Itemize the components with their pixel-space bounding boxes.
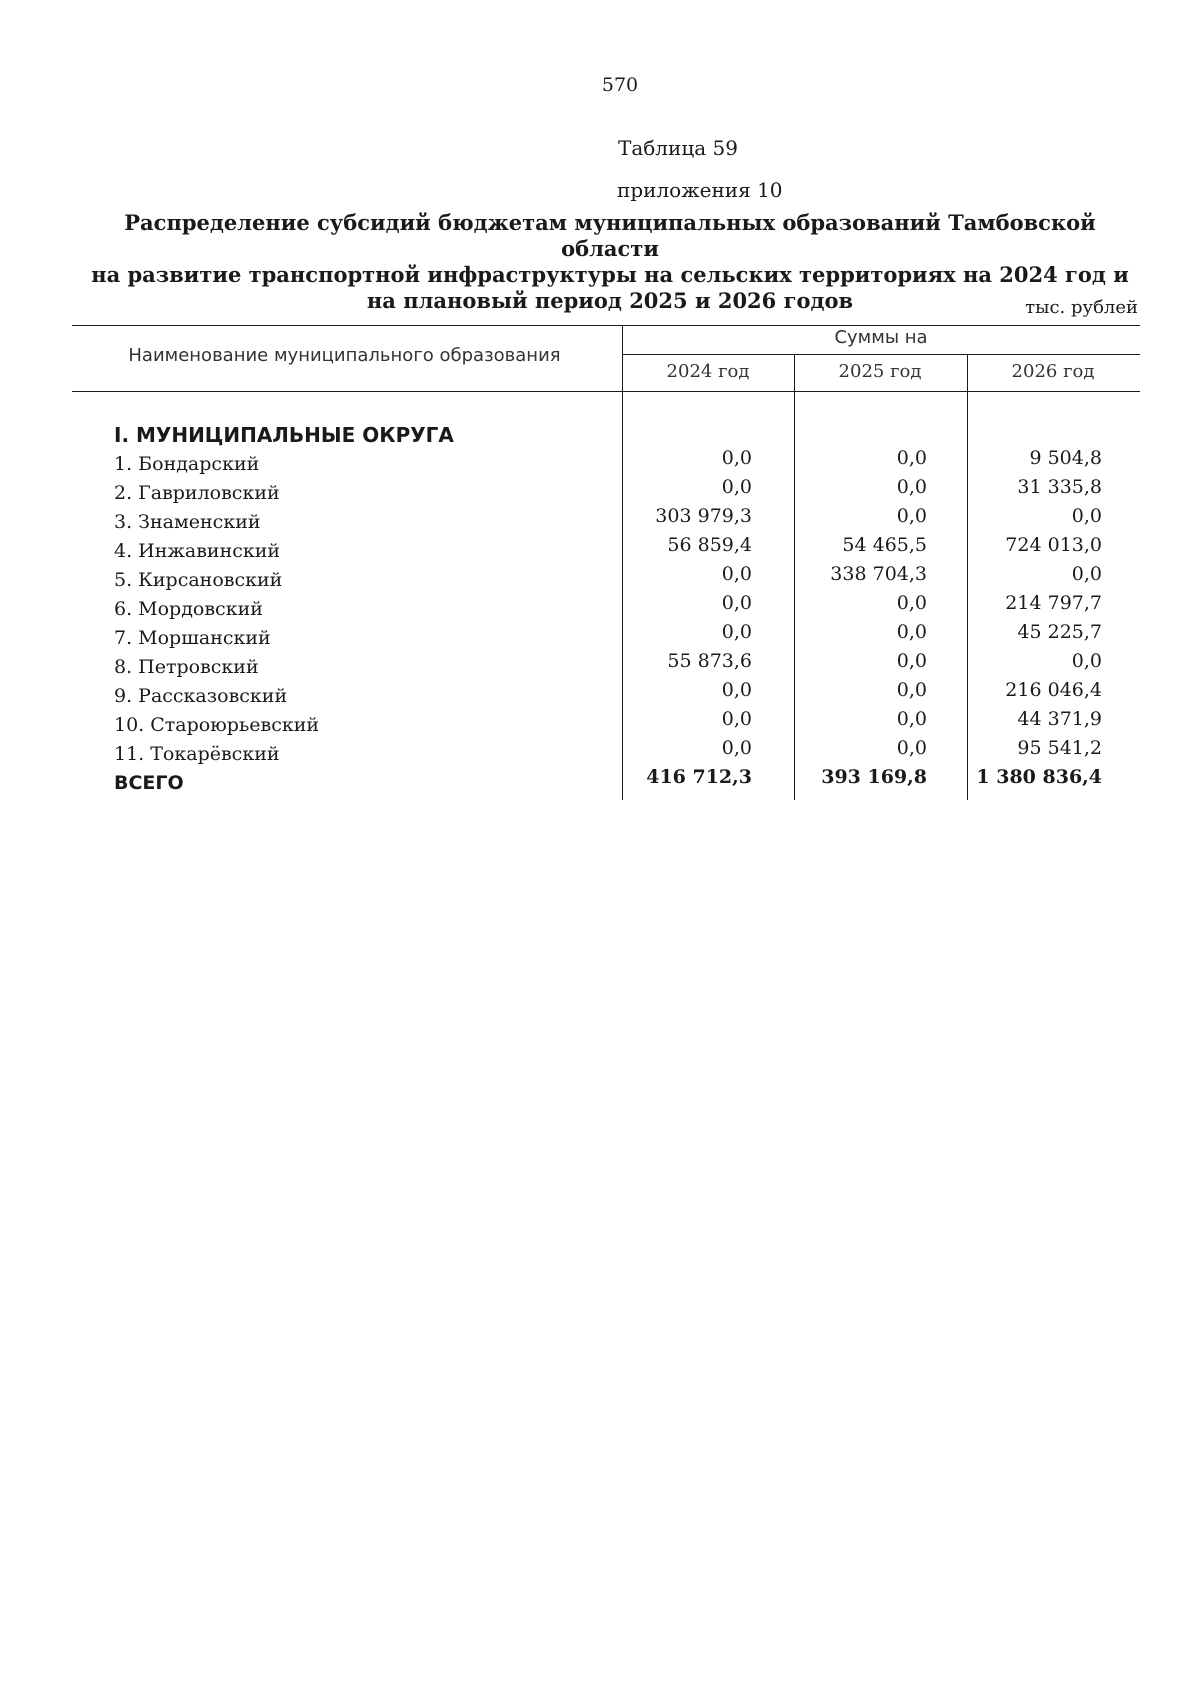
value-2026: 9 504,8 [1029, 447, 1102, 469]
table-top-rule [72, 325, 1140, 326]
value-2024: 0,0 [721, 476, 752, 498]
value-2025: 338 704,3 [830, 563, 927, 585]
municipality-name: 1. Бондарский [114, 453, 260, 475]
header-divider [622, 354, 1140, 355]
title-line: на плановый период 2025 и 2026 годов [366, 288, 854, 313]
value-2025: 0,0 [896, 592, 927, 614]
value-2024: 56 859,4 [667, 534, 752, 556]
title-line: Распределение субсидий бюджетам муниципальных образований Тамбовской области [124, 210, 1096, 261]
section-title: I. МУНИЦИПАЛЬНЫЕ ОКРУГА [114, 423, 454, 447]
value-2026: 216 046,4 [1005, 679, 1102, 701]
municipality-name: 4. Инжавинский [114, 540, 281, 562]
value-2026: 31 335,8 [1017, 476, 1102, 498]
municipality-name: 7. Моршанский [114, 627, 271, 649]
total-2025: 393 169,8 [821, 766, 927, 788]
value-2024: 0,0 [721, 592, 752, 614]
total-label: ВСЕГО [114, 772, 184, 794]
header-year-2024: 2024 год [666, 361, 750, 382]
header-year-2025: 2025 год [838, 361, 922, 382]
header-year-2026: 2026 год [1011, 361, 1095, 382]
value-2026: 95 541,2 [1017, 737, 1102, 759]
municipality-name: 2. Гавриловский [114, 482, 280, 504]
value-2026: 0,0 [1071, 505, 1102, 527]
value-2026: 724 013,0 [1005, 534, 1102, 556]
value-2024: 0,0 [721, 563, 752, 585]
total-2026: 1 380 836,4 [976, 766, 1102, 788]
value-2024: 55 873,6 [667, 650, 752, 672]
value-2025: 0,0 [896, 505, 927, 527]
value-2024: 0,0 [721, 708, 752, 730]
municipality-name: 3. Знаменский [114, 511, 261, 533]
municipality-name: 5. Кирсановский [114, 569, 283, 591]
header-bottom-rule [72, 391, 1140, 392]
municipality-name: 10. Староюрьевский [114, 714, 320, 736]
document-title [80, 210, 1140, 314]
value-2026: 45 225,7 [1017, 621, 1102, 643]
value-2026: 44 371,9 [1017, 708, 1102, 730]
total-row [72, 766, 1140, 801]
appendix-reference: приложения 10 [617, 178, 783, 202]
header-sums-on: Суммы на [834, 327, 928, 348]
value-2025: 0,0 [896, 650, 927, 672]
value-2024: 303 979,3 [655, 505, 752, 527]
municipality-name: 8. Петровский [114, 656, 259, 678]
value-2024: 0,0 [721, 447, 752, 469]
page-number: 570 [601, 74, 639, 96]
subsidy-table [72, 325, 1140, 800]
value-2024: 0,0 [721, 679, 752, 701]
value-2026: 0,0 [1071, 563, 1102, 585]
units-label: тыс. рублей [1025, 297, 1138, 318]
value-2025: 54 465,5 [842, 534, 927, 556]
value-2025: 0,0 [896, 476, 927, 498]
value-2025: 0,0 [896, 737, 927, 759]
value-2026: 214 797,7 [1005, 592, 1102, 614]
value-2024: 0,0 [721, 621, 752, 643]
value-2025: 0,0 [896, 708, 927, 730]
title-line: на развитие транспортной инфраструктуры на сельских территориях на 2024 год и [91, 262, 1129, 287]
municipality-name: 11. Токарёвский [114, 743, 280, 765]
value-2025: 0,0 [896, 447, 927, 469]
value-2025: 0,0 [896, 679, 927, 701]
header-name-column: Наименование муниципального образования [128, 345, 561, 366]
total-2024: 416 712,3 [646, 766, 752, 788]
municipality-name: 6. Мордовский [114, 598, 263, 620]
municipality-name: 9. Рассказовский [114, 685, 288, 707]
value-2025: 0,0 [896, 621, 927, 643]
table-number: Таблица 59 [618, 136, 738, 160]
value-2024: 0,0 [721, 737, 752, 759]
value-2026: 0,0 [1071, 650, 1102, 672]
